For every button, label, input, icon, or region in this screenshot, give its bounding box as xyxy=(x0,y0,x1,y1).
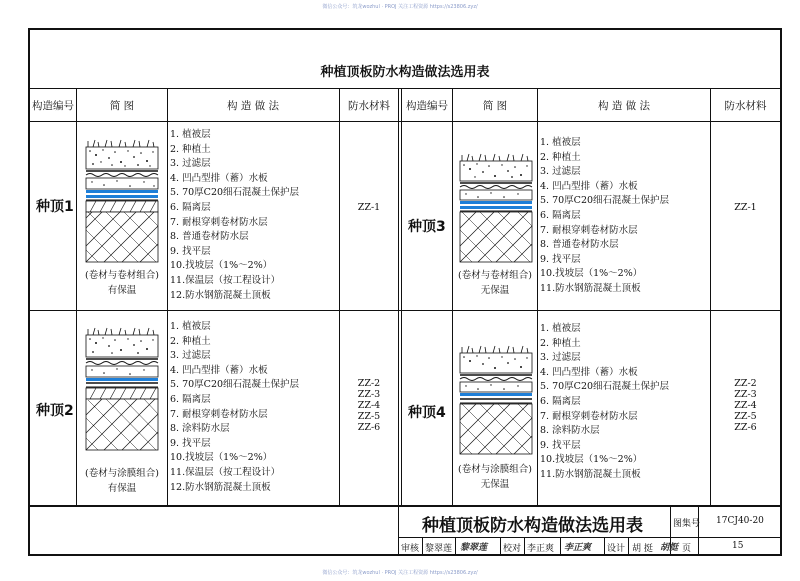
header-method-right: 构 造 做 法 xyxy=(597,100,650,112)
material-code: ZZ-5 xyxy=(357,411,381,422)
waterproof-layer-2 xyxy=(86,195,158,198)
section-diagram-2 xyxy=(84,326,160,452)
layer-item: 7. 耐根穿刺卷材防水层 xyxy=(170,408,268,420)
layer-item: 8. 涂料防水层 xyxy=(540,425,600,437)
material-list xyxy=(340,202,398,213)
layer-item: 6. 隔离层 xyxy=(170,201,211,213)
layer-item: 10.找坡层（1%～2%） xyxy=(540,268,643,280)
material-code: ZZ-5 xyxy=(734,411,757,422)
layer-item: 5. 70厚C20细石混凝土保护层 xyxy=(540,195,670,207)
layer-item: 12.防水钢筋混凝土顶板 xyxy=(170,481,271,493)
layer-item: 5. 70厚C20细石混凝土保护层 xyxy=(170,379,300,391)
caption-combo: (卷材与卷材组合) xyxy=(458,270,532,281)
row-code: 种顶3 xyxy=(408,219,446,235)
material-code: ZZ-2 xyxy=(357,378,381,389)
layer-list xyxy=(170,320,299,495)
vegetation-layer xyxy=(88,140,154,147)
header-code-right: 构造编号 xyxy=(406,100,448,112)
header-material-left: 防水材料 xyxy=(348,100,390,112)
material-code: ZZ-6 xyxy=(734,422,757,433)
layer-item: 1. 植被层 xyxy=(540,323,581,334)
header-diagram-right: 简 图 xyxy=(482,100,508,112)
layer-item: 11.防水钢筋混凝土顶板 xyxy=(540,282,641,294)
diagram-caption xyxy=(77,466,167,496)
check-signature: 李正爽 xyxy=(564,543,592,553)
caption-combo: (卷材与涂膜组合) xyxy=(85,468,159,479)
material-list xyxy=(340,378,398,433)
material-code: ZZ-4 xyxy=(734,400,757,411)
material-code: ZZ-4 xyxy=(357,400,381,411)
material-code: ZZ-3 xyxy=(357,389,381,400)
diagram-caption xyxy=(453,268,537,298)
check-name: 李正爽 xyxy=(527,544,555,554)
layer-item: 4. 凹凸型排（蓄）水板 xyxy=(540,366,638,378)
review-name: 黎翠莲 xyxy=(425,544,453,554)
section-diagram-1 xyxy=(84,138,160,264)
review-label: 审核 xyxy=(401,544,420,554)
section-diagram-3 xyxy=(458,152,534,264)
header-code-left: 构造编号 xyxy=(32,100,74,112)
row-code: 种顶4 xyxy=(408,405,446,421)
layer-item: 3. 过滤层 xyxy=(540,352,581,364)
layer-item: 6. 隔离层 xyxy=(540,395,581,407)
layer-item: 8. 普通卷材防水层 xyxy=(540,239,619,251)
layer-list xyxy=(540,136,669,297)
material-code: ZZ-1 xyxy=(734,202,757,213)
page-label: 页 xyxy=(682,544,692,554)
layer-item: 1. 植被层 xyxy=(540,137,581,148)
watermark-top: 微信公众号：筑龙wozhul · PROJ 关注工程资源 https://s23806.zyz/ xyxy=(322,4,478,10)
header-method-left: 构 造 做 法 xyxy=(226,100,279,112)
watermark-bottom: 微信公众号：筑龙wozhul · PROJ 关注工程资源 https://s23806.zyz/ xyxy=(322,570,478,576)
layer-item: 9. 找平层 xyxy=(540,253,581,265)
layer-item: 4. 凹凸型排（蓄）水板 xyxy=(170,364,268,376)
layer-item: 11.保温层（按工程设计） xyxy=(170,466,281,478)
design-signature: 胡挺 xyxy=(660,543,679,553)
layer-item: 4. 凹凸型排（蓄）水板 xyxy=(170,172,268,184)
layer-item: 7. 耐根穿刺卷材防水层 xyxy=(170,216,268,228)
material-code: ZZ-6 xyxy=(357,422,381,433)
layer-item: 3. 过滤层 xyxy=(540,166,581,178)
layer-item: 1. 植被层 xyxy=(170,321,211,332)
table-title: 种植顶板防水构造做法选用表 xyxy=(320,65,490,80)
row-code: 种顶1 xyxy=(36,199,74,215)
soil-layer xyxy=(86,147,158,169)
layer-item: 3. 过滤层 xyxy=(170,158,211,170)
layer-item: 1. 植被层 xyxy=(170,129,211,140)
design-label: 设计 xyxy=(607,544,626,554)
layer-item: 8. 普通卷材防水层 xyxy=(170,231,249,243)
layer-item: 9. 找平层 xyxy=(540,439,581,451)
layer-item: 10.找坡层（1%～2%） xyxy=(540,454,643,466)
layer-item: 5. 70厚C20细石混凝土保护层 xyxy=(540,381,670,393)
layer-item: 2. 种植土 xyxy=(540,337,581,349)
diagram-caption xyxy=(77,268,167,298)
material-code: ZZ-1 xyxy=(357,202,381,213)
layer-item: 4. 凹凸型排（蓄）水板 xyxy=(540,180,638,192)
layer-item: 7. 耐根穿刺卷材防水层 xyxy=(540,410,638,422)
waterproof-layer-1 xyxy=(86,190,158,193)
caption-insulation: 有保温 xyxy=(107,285,137,296)
drawing-title: 种植顶板防水构造做法选用表 xyxy=(422,516,643,536)
layer-item: 11.防水钢筋混凝土顶板 xyxy=(540,468,641,480)
layer-item: 7. 耐根穿刺卷材防水层 xyxy=(540,224,638,236)
layer-list xyxy=(540,322,669,483)
layer-item: 2. 种植土 xyxy=(170,143,211,155)
drawing-frame xyxy=(28,28,782,556)
row-code: 种顶2 xyxy=(36,403,74,419)
page-number: 15 xyxy=(732,541,744,551)
layer-item: 12.防水钢筋混凝土顶板 xyxy=(170,289,271,301)
layer-item: 8. 涂料防水层 xyxy=(170,423,230,435)
layer-item: 3. 过滤层 xyxy=(170,350,211,362)
layer-item: 9. 找平层 xyxy=(170,245,211,257)
layer-list xyxy=(170,128,299,303)
caption-insulation: 无保温 xyxy=(480,285,510,296)
header-diagram-left: 简 图 xyxy=(109,100,135,112)
layer-item: 5. 70厚C20细石混凝土保护层 xyxy=(170,187,300,199)
caption-combo: (卷材与卷材组合) xyxy=(85,270,159,281)
review-signature: 黎翠莲 xyxy=(460,543,488,553)
material-code: ZZ-3 xyxy=(734,389,757,400)
protect-layer xyxy=(86,178,158,189)
material-code: ZZ-2 xyxy=(734,378,757,389)
layer-item: 11.保温层（按工程设计） xyxy=(170,274,281,286)
material-list xyxy=(711,378,780,433)
caption-insulation: 有保温 xyxy=(107,483,137,494)
layer-item: 6. 隔离层 xyxy=(540,209,581,221)
layer-item: 2. 种植土 xyxy=(540,151,581,163)
layer-item: 10.找坡层（1%～2%） xyxy=(170,260,273,272)
atlas-number: 17CJ40-20 xyxy=(716,516,764,526)
atlas-label: 图集号 xyxy=(673,519,701,529)
caption-insulation: 无保温 xyxy=(480,479,510,490)
design-name: 胡 挺 xyxy=(632,544,653,554)
layer-item: 9. 找平层 xyxy=(170,437,211,449)
material-list xyxy=(711,202,780,213)
layer-item: 10.找坡层（1%～2%） xyxy=(170,452,273,464)
layer-item: 2. 种植土 xyxy=(170,335,211,347)
check-label: 校对 xyxy=(503,544,522,554)
header-material-right: 防水材料 xyxy=(724,100,767,112)
section-diagram-4 xyxy=(458,344,534,456)
diagram-caption xyxy=(453,462,537,492)
caption-combo: (卷材与涂膜组合) xyxy=(458,464,532,475)
layer-item: 6. 隔离层 xyxy=(170,393,211,405)
